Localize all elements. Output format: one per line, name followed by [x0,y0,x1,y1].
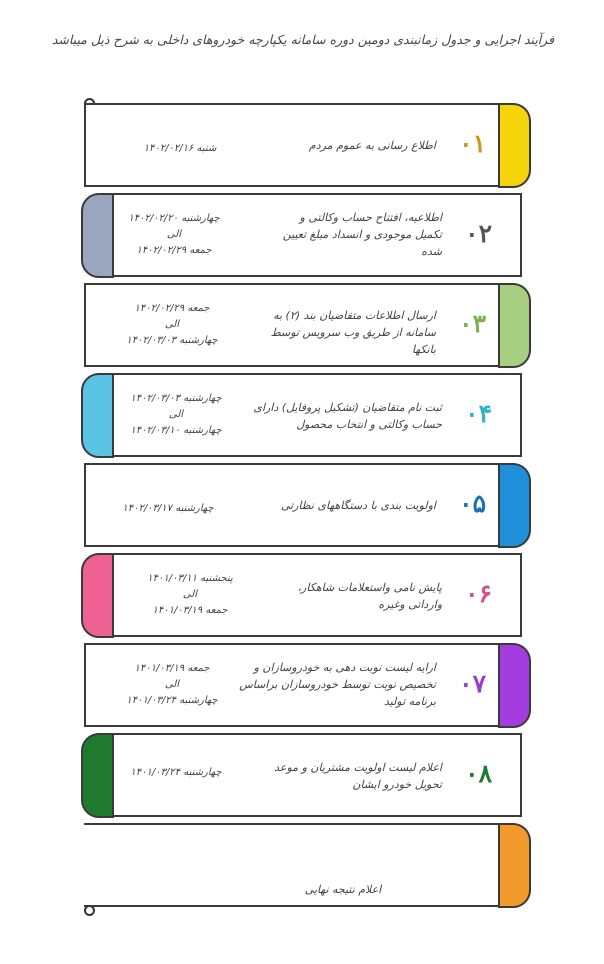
date-to: چهارشنبه ۱۴۰۲/۰۳/۰۳ [126,335,218,346]
step-date-block [120,391,232,439]
step-cap [81,733,114,818]
step-number: ۰۵ [459,489,486,518]
step-number: ۰۲ [465,219,492,248]
step-cap [81,553,114,638]
final-row [84,823,530,907]
step-description: پایش نامی واستعلامات شاهکار، وارداتی وغیره [297,581,442,611]
step-cap [498,643,531,728]
date-from: چهارشنبه ۱۴۰۲/۰۲/۲۰ [128,213,220,224]
step-number: ۰۳ [459,309,486,338]
date-from: جمعه ۱۴۰۱/۰۳/۱۹ [134,663,210,674]
step-number: ۰۷ [459,669,486,698]
step-cap [498,463,531,548]
step-number: ۰۸ [465,759,492,788]
end-dot [84,905,95,916]
step-row [84,463,530,547]
step-cap [81,193,114,278]
date-separator: الی [164,319,180,330]
date-from: جمعه ۱۴۰۲/۰۲/۲۹ [134,303,210,314]
step-date-block [136,571,244,619]
step-cap [81,373,114,458]
step-row [84,283,530,367]
step-number: ۰۴ [465,399,492,428]
step-date-block [120,211,228,259]
step-row [84,103,530,187]
step-row [82,373,522,457]
step-date: شنبه ۱۴۰۲/۰۲/۱۶ [143,143,217,154]
step-row [84,643,530,727]
date-from: پنجشنبه ۱۴۰۱/۰۳/۱۱ [147,573,233,584]
date-to: چهارشنبه ۱۴۰۲/۰۳/۱۰ [130,425,222,436]
step-description: اطلاع رسانی به عموم مردم [308,139,436,152]
final-label: اعلام نتیجه نهایی [304,883,382,896]
date-to: جمعه ۱۴۰۲/۰۲/۲۹ [136,245,212,256]
step-date: چهارشنبه ۱۴۰۲/۰۳/۱۷ [122,503,214,514]
step-description: ارسال اطلاعات متقاضیان بند (۲) به سامانه از طریق وب سرویس توسط بانکها [270,309,436,356]
date-separator: الی [168,409,184,420]
step-number: ۰۱ [459,129,486,158]
date-to: جمعه ۱۴۰۱/۰۳/۱۹ [152,605,228,616]
step-date-block [116,301,228,349]
step-description: ثبت نام متقاضیان (تشکیل پروفایل) دارای حساب وکالتی و انتخاب محصول [253,401,442,431]
date-from: چهارشنبه ۱۴۰۲/۰۳/۰۳ [130,393,222,404]
step-date-block [116,661,228,709]
step-cap [498,283,531,368]
page-title: فرآیند اجرایی و جدول زمانبندی دومین دوره سامانه یکپارچه خودروهای داخلی به شرح ذیل میباشد [51,32,555,47]
step-description: ارایه لیست نوبت دهی به خودروسازان و تخصیص نوبت توسط خودروسازان براساس برنامه تولید [239,661,436,708]
step-cap [498,103,531,188]
step-number: ۰۶ [465,579,492,608]
date-separator: الی [182,589,198,600]
step-date: چهارشنبه ۱۴۰۱/۰۳/۲۴ [130,767,222,778]
date-separator: الی [166,229,182,240]
step-row [82,553,522,637]
date-to: چهارشنبه ۱۴۰۱/۰۳/۲۴ [126,695,218,706]
step-row [82,193,522,277]
step-description: اولویت بندی با دستگاههای نظارتی [280,499,436,512]
date-separator: الی [164,679,180,690]
step-description: اعلام لیست اولویت مشتریان و موعد تحویل خودرو ایشان [274,761,442,791]
step-row [82,733,522,817]
step-description: اطلاعیه، افتتاح حساب وکالتی و تکمیل موجودی و انسداد مبلغ تعیین شده [282,211,442,258]
